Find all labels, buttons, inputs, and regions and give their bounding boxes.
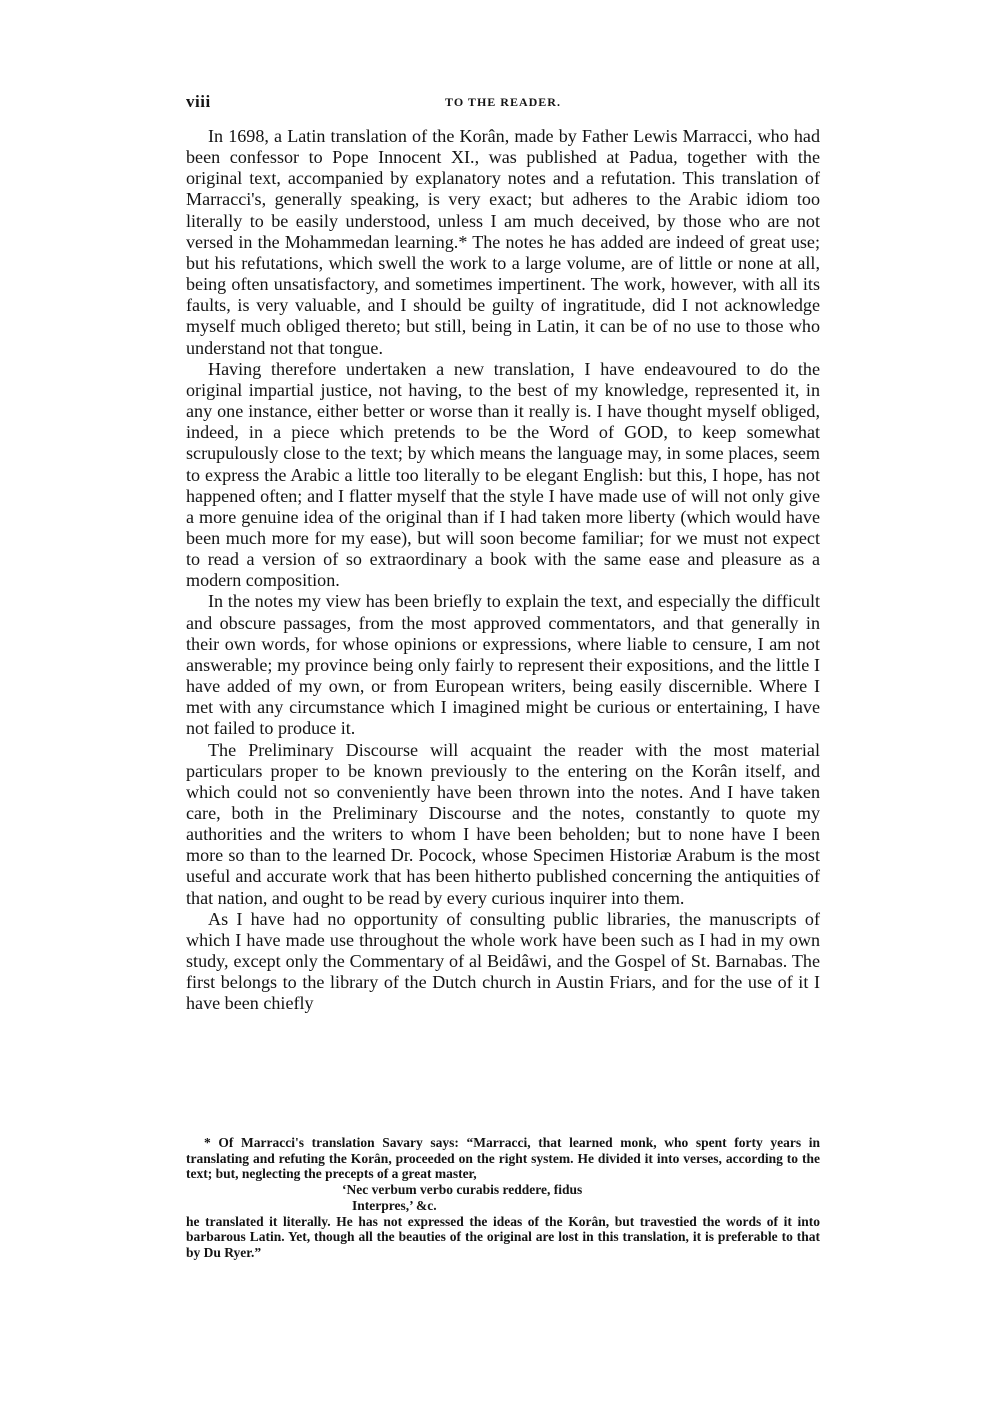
footnote-quote-line-2: Interpres,’ &c. <box>352 1197 437 1213</box>
footnote-continuation: he translated it literally. He has not expressed the ideas of the Korân, but travestied the words of it into barbarous Latin. Yet, though all the beauties of the original are lost in this translation, it is preferable to that by Du Ryer.” <box>186 1213 820 1260</box>
paragraph-preliminary-discourse: The Preliminary Discourse will acquaint the reader with the most material particulars proper to be known previously to the entering on the Korân itself, and which could not so conveniently have been thrown into the notes. And I have taken care, both in the Preliminary Discourse and the notes, constantly to quote my authorities and the writers to whom I have been beholden; but to none have I been more so than to the learned Dr. Pocock, whose Specimen Historiæ Arabum is the most useful and accurate work that has been hitherto published concerning the antiquities of that nation, and ought to be read by every curious inquirer into them. <box>186 739 820 908</box>
footnote-text: * Of Marracci's translation Savary says: “Marracci, that learned monk, who spent forty years in translating and refuting the Korân, proceeded on the right system. He divided it into verses, according to the text; but, neglecting the precepts of a great master, <box>186 1135 820 1182</box>
body-text <box>186 126 820 1015</box>
footnote-quote-line-1: ‘Nec verbum verbo curabis reddere, fidus <box>342 1182 583 1198</box>
page-header <box>186 92 820 116</box>
paragraph-notes: In the notes my view has been briefly to explain the text, and especially the difficult and obscure passages, from the most approved commentators, and that generally in their own words, for whose opinions or expressions, where liable to censure, I am not answerable; my province being only fairly to represent their expositions, and the little I have added of my own, or from European writers, being easily discernible. Where I met with any circumstance which I imagined might be curious or entertaining, I have not failed to produce it. <box>186 591 820 739</box>
paragraph-marracci: In 1698, a Latin translation of the Korân, made by Father Lewis Marracci, who had been confessor to Pope Innocent XI., was published at Padua, together with the original text, accompanied by explanatory notes and a refutation. This translation of Marracci's, generally speaking, is very exact; but adheres to the Arabic idiom too literally to be easily understood, unless I am much deceived, by those who are not versed in the Mohammedan learning.* The notes he has added are indeed of great use; but his refutations, which swell the work to a large volume, are of little or none at all, being often unsatisfactory, and sometimes impertinent. The work, however, with all its faults, is very valuable, and I should be guilty of ingratitude, did I not acknowledge myself much obliged thereto; but still, being in Latin, it can be of no use to those who understand not that tongue. <box>186 126 820 358</box>
running-head: TO THE READER. <box>445 95 561 109</box>
paragraph-manuscripts: As I have had no opportunity of consulting public libraries, the manuscripts of which I have made use throughout the whole work have been such as I had in my own study, except only the Commentary of al Beidâwi, and the Gospel of St. Barnabas. The first belongs to the library of the Dutch church in Austin Friars, and for the use of it I have been chiefly <box>186 908 820 1014</box>
paragraph-new-translation: Having therefore undertaken a new translation, I have endeavoured to do the original impartial justice, not having, to the best of my knowledge, represented it, in any one instance, either better or worse than it really is. I have thought myself obliged, indeed, in a piece which pretends to be the Word of GOD, to keep somewhat scrupulously close to the text; by which means the language may, in some places, seem to express the Arabic a little too literally to be elegant English: but this, I hope, has not happened often; and I flatter myself that the style I have made use of will not only give a more genuine idea of the original than if I had taken more liberty (which would have been much more for my ease), but will soon become familiar; for we must not expect to read a version of so extraordinary a book with the same ease and pleasure as a modern composition. <box>186 358 820 591</box>
footnote <box>186 1135 820 1261</box>
page-number: viii <box>186 92 211 111</box>
